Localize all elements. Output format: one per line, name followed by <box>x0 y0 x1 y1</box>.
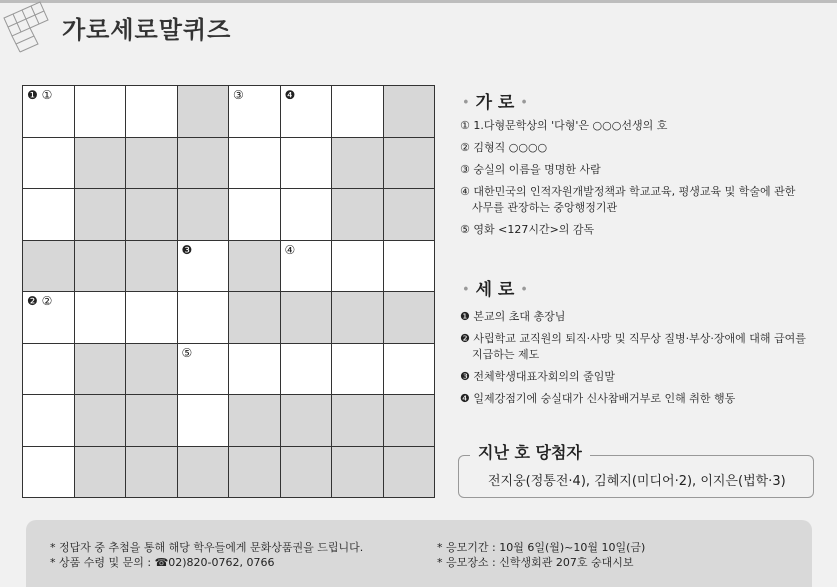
down-clue <box>460 309 806 325</box>
blocked-cell <box>281 447 332 498</box>
blocked-cell <box>384 138 435 189</box>
clue-number: ③ <box>233 88 244 102</box>
blocked-cell <box>178 447 229 498</box>
blocked-cell <box>178 189 229 240</box>
across-clue <box>460 118 795 134</box>
clue-marker: ⑤ <box>460 223 470 236</box>
answer-cell[interactable] <box>332 241 383 292</box>
footer-right-1: * 응모기간 : 10월 6일(월)~10월 10일(금) <box>437 541 646 554</box>
crossword-grid <box>22 85 435 498</box>
clue-text-continued: 사무를 관장하는 중앙행정기관 <box>472 201 618 214</box>
answer-cell[interactable] <box>178 292 229 343</box>
blocked-cell <box>384 86 435 137</box>
clue-text: 전체학생대표자회의의 줄임말 <box>473 370 616 383</box>
clue-number: ❷ ② <box>27 294 53 308</box>
answer-cell[interactable] <box>229 138 280 189</box>
blocked-cell <box>384 395 435 446</box>
answer-cell[interactable] <box>23 189 74 240</box>
blocked-cell <box>75 395 126 446</box>
answer-cell[interactable] <box>178 241 229 292</box>
blocked-cell <box>126 241 177 292</box>
answer-cell[interactable] <box>229 86 280 137</box>
clue-marker: ❹ <box>460 392 470 405</box>
answer-cell[interactable] <box>229 344 280 395</box>
clue-number: ❹ <box>284 88 296 102</box>
clue-text: 사립학교 교직원의 퇴직·사망 및 직무상 질병·부상·장애에 대해 급여를 <box>473 332 806 345</box>
down-heading-label: 세 로 <box>475 280 515 300</box>
clue-text: 숭실의 이름을 명명한 사람 <box>473 163 601 176</box>
blocked-cell <box>75 189 126 240</box>
page-title: 가로세로말퀴즈 <box>62 16 232 44</box>
answer-cell[interactable] <box>23 395 74 446</box>
across-clue <box>460 184 795 216</box>
blocked-cell <box>75 344 126 395</box>
blocked-cell <box>126 344 177 395</box>
footer-period <box>437 540 645 570</box>
answer-cell[interactable] <box>281 138 332 189</box>
blocked-cell <box>126 447 177 498</box>
answer-cell[interactable] <box>281 86 332 137</box>
answer-cell[interactable] <box>332 86 383 137</box>
winners-title: 지난 호 당첨자 <box>470 440 590 463</box>
blocked-cell <box>229 292 280 343</box>
blocked-cell <box>126 395 177 446</box>
clue-number: ❸ <box>181 242 193 257</box>
blocked-cell <box>75 447 126 498</box>
blocked-cell <box>229 241 280 292</box>
answer-cell[interactable] <box>281 189 332 240</box>
blocked-cell <box>281 292 332 343</box>
answer-cell[interactable] <box>281 241 332 292</box>
footer-notice <box>50 540 363 570</box>
blocked-cell <box>229 447 280 498</box>
blocked-cell <box>384 189 435 240</box>
clue-number: ❶ ① <box>27 88 53 102</box>
blocked-cell <box>75 138 126 189</box>
answer-cell[interactable] <box>126 86 177 137</box>
answer-cell[interactable] <box>75 86 126 137</box>
clue-text: 1.다형문학상의 '다형'은 ○○○선생의 호 <box>473 119 668 132</box>
clue-marker: ④ <box>460 185 470 198</box>
clue-marker: ❶ <box>460 310 470 323</box>
answer-cell[interactable] <box>23 138 74 189</box>
clue-text: 본교의 초대 총장님 <box>473 310 566 323</box>
answer-cell[interactable] <box>384 241 435 292</box>
blocked-cell <box>332 138 383 189</box>
clue-marker: ② <box>460 141 470 154</box>
blocked-cell <box>332 292 383 343</box>
blocked-cell <box>178 138 229 189</box>
blocked-cell <box>332 189 383 240</box>
blocked-cell <box>75 241 126 292</box>
top-rule <box>0 0 837 3</box>
answer-cell[interactable] <box>178 344 229 395</box>
blocked-cell <box>126 138 177 189</box>
across-heading: • 가 로 • <box>462 93 528 113</box>
answer-cell[interactable] <box>281 344 332 395</box>
answer-cell[interactable] <box>384 344 435 395</box>
down-clue <box>460 391 806 407</box>
footer-left-1: * 정답자 중 추첨을 통해 해당 학우들에게 문화상품권을 드립니다. <box>50 541 364 554</box>
blocked-cell <box>384 292 435 343</box>
blocked-cell <box>332 447 383 498</box>
across-heading-label: 가 로 <box>475 93 515 113</box>
blocked-cell <box>178 86 229 137</box>
answer-cell[interactable] <box>23 447 74 498</box>
answer-cell[interactable] <box>23 292 74 343</box>
clue-marker: ❷ <box>460 332 470 345</box>
down-clue <box>460 369 806 385</box>
clue-text: 김형직 ○○○○ <box>473 141 548 154</box>
across-clue <box>460 140 795 156</box>
blocked-cell <box>126 189 177 240</box>
clue-text: 영화 <127시간>의 감독 <box>473 223 595 236</box>
clue-text: 일제강점기에 숭실대가 신사참배거부로 인해 취한 행동 <box>473 392 736 405</box>
footer-left-2: * 상품 수령 및 문의 : ☎02)820-0762, 0766 <box>50 556 275 569</box>
blocked-cell <box>384 447 435 498</box>
winners-names: 전지웅(정통전·4), 김혜지(미디어·2), 이지은(법학·3) <box>488 474 786 489</box>
answer-cell[interactable] <box>75 292 126 343</box>
across-clues <box>460 118 795 244</box>
clue-text: 대한민국의 인적자원개발정책과 학교교육, 평생교육 및 학술에 관한 <box>473 185 796 198</box>
answer-cell[interactable] <box>332 344 383 395</box>
answer-cell[interactable] <box>229 189 280 240</box>
crossword-logo-icon <box>0 0 60 55</box>
down-heading: • 세 로 • <box>462 280 528 300</box>
clue-marker: ❸ <box>460 370 470 383</box>
blocked-cell <box>229 395 280 446</box>
across-clue <box>460 222 795 238</box>
blocked-cell <box>281 395 332 446</box>
blocked-cell <box>23 241 74 292</box>
blocked-cell <box>332 395 383 446</box>
answer-cell[interactable] <box>126 292 177 343</box>
clue-marker: ③ <box>460 163 470 176</box>
down-clues <box>460 309 806 413</box>
down-clue <box>460 331 806 363</box>
clue-number: ⑤ <box>181 345 193 360</box>
answer-cell[interactable] <box>178 395 229 446</box>
footer-right-2: * 응모장소 : 신학생회관 207호 숭대시보 <box>437 556 634 569</box>
answer-cell[interactable] <box>23 344 74 395</box>
clue-number: ④ <box>284 242 296 257</box>
across-clue <box>460 162 795 178</box>
clue-text-continued: 지급하는 제도 <box>472 348 540 361</box>
clue-marker: ① <box>460 119 470 132</box>
answer-cell[interactable] <box>23 86 74 137</box>
